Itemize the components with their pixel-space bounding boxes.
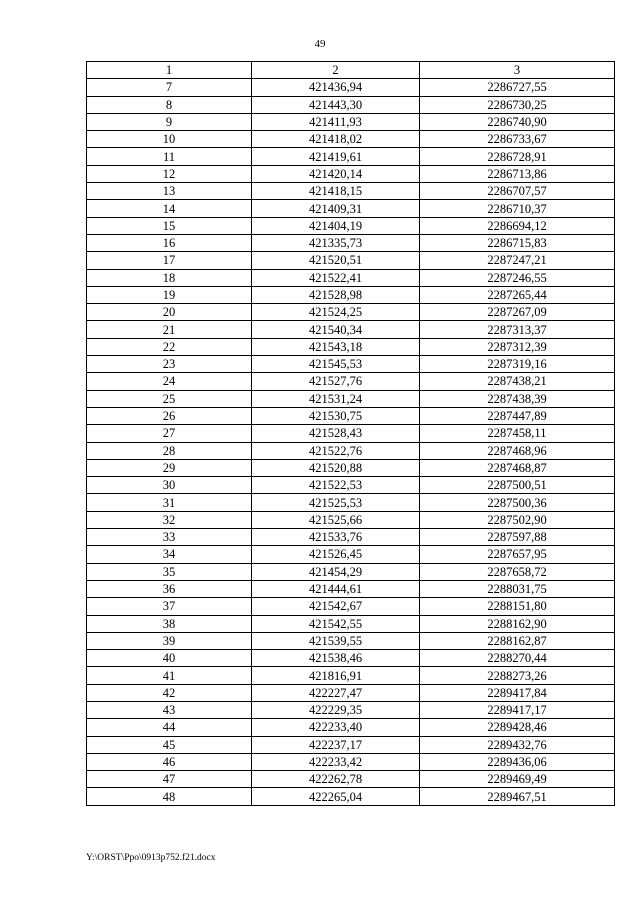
x-coordinate-cell: 422233,42	[252, 753, 420, 770]
y-coordinate-cell: 2287265,44	[420, 286, 615, 303]
table-row	[87, 200, 615, 217]
y-coordinate-cell: 2286715,83	[420, 234, 615, 251]
point-number-cell: 30	[87, 477, 252, 494]
x-coordinate-cell: 421522,41	[252, 269, 420, 286]
x-coordinate-cell: 421420,14	[252, 165, 420, 182]
point-number-cell: 40	[87, 650, 252, 667]
x-coordinate-cell: 421454,29	[252, 563, 420, 580]
coordinates-table	[86, 61, 615, 806]
table-row	[87, 234, 615, 251]
point-number-cell: 36	[87, 580, 252, 597]
table-row	[87, 131, 615, 148]
table-row	[87, 667, 615, 684]
column-header-1: 1	[87, 62, 252, 79]
point-number-cell: 27	[87, 425, 252, 442]
y-coordinate-cell: 2287447,89	[420, 407, 615, 424]
y-coordinate-cell: 2288031,75	[420, 580, 615, 597]
table-row	[87, 563, 615, 580]
point-number-cell: 15	[87, 217, 252, 234]
x-coordinate-cell: 421545,53	[252, 356, 420, 373]
x-coordinate-cell: 421419,61	[252, 148, 420, 165]
y-coordinate-cell: 2286694,12	[420, 217, 615, 234]
x-coordinate-cell: 421528,98	[252, 286, 420, 303]
table-body	[87, 79, 615, 805]
point-number-cell: 12	[87, 165, 252, 182]
y-coordinate-cell: 2289467,51	[420, 788, 615, 805]
x-coordinate-cell: 422265,04	[252, 788, 420, 805]
table-row	[87, 719, 615, 736]
table-row	[87, 459, 615, 476]
point-number-cell: 42	[87, 684, 252, 701]
y-coordinate-cell: 2288162,87	[420, 632, 615, 649]
point-number-cell: 46	[87, 753, 252, 770]
point-number-cell: 10	[87, 131, 252, 148]
y-coordinate-cell: 2286707,57	[420, 183, 615, 200]
x-coordinate-cell: 421409,31	[252, 200, 420, 217]
y-coordinate-cell: 2287247,21	[420, 252, 615, 269]
x-coordinate-cell: 421539,55	[252, 632, 420, 649]
x-coordinate-cell: 421526,45	[252, 546, 420, 563]
x-coordinate-cell: 421527,76	[252, 373, 420, 390]
table-row	[87, 650, 615, 667]
page-number: 49	[314, 38, 326, 50]
y-coordinate-cell: 2288151,80	[420, 598, 615, 615]
table-row	[87, 321, 615, 338]
table-row	[87, 373, 615, 390]
y-coordinate-cell: 2287458,11	[420, 425, 615, 442]
point-number-cell: 14	[87, 200, 252, 217]
y-coordinate-cell: 2286740,90	[420, 113, 615, 130]
table-row	[87, 580, 615, 597]
x-coordinate-cell: 422233,40	[252, 719, 420, 736]
table-row	[87, 442, 615, 459]
y-coordinate-cell: 2286710,37	[420, 200, 615, 217]
y-coordinate-cell: 2287657,95	[420, 546, 615, 563]
table-row	[87, 165, 615, 182]
x-coordinate-cell: 422262,78	[252, 771, 420, 788]
y-coordinate-cell: 2289436,06	[420, 753, 615, 770]
point-number-cell: 47	[87, 771, 252, 788]
y-coordinate-cell: 2289432,76	[420, 736, 615, 753]
x-coordinate-cell: 421520,51	[252, 252, 420, 269]
y-coordinate-cell: 2287597,88	[420, 529, 615, 546]
x-coordinate-cell: 421530,75	[252, 407, 420, 424]
table-row	[87, 494, 615, 511]
table-row	[87, 338, 615, 355]
point-number-cell: 26	[87, 407, 252, 424]
table-row	[87, 252, 615, 269]
table-row	[87, 407, 615, 424]
table-row	[87, 304, 615, 321]
table-row	[87, 615, 615, 632]
table-row	[87, 390, 615, 407]
point-number-cell: 13	[87, 183, 252, 200]
y-coordinate-cell: 2287438,21	[420, 373, 615, 390]
point-number-cell: 25	[87, 390, 252, 407]
table-row	[87, 598, 615, 615]
y-coordinate-cell: 2286730,25	[420, 96, 615, 113]
x-coordinate-cell: 421418,15	[252, 183, 420, 200]
point-number-cell: 11	[87, 148, 252, 165]
y-coordinate-cell: 2287468,87	[420, 459, 615, 476]
y-coordinate-cell: 2289428,46	[420, 719, 615, 736]
point-number-cell: 21	[87, 321, 252, 338]
y-coordinate-cell: 2286713,86	[420, 165, 615, 182]
table-row	[87, 632, 615, 649]
y-coordinate-cell: 2289417,17	[420, 701, 615, 718]
table-row	[87, 96, 615, 113]
y-coordinate-cell: 2288162,90	[420, 615, 615, 632]
table-row	[87, 788, 615, 805]
x-coordinate-cell: 421542,67	[252, 598, 420, 615]
y-coordinate-cell: 2287502,90	[420, 511, 615, 528]
y-coordinate-cell: 2287658,72	[420, 563, 615, 580]
table-row	[87, 183, 615, 200]
y-coordinate-cell: 2289417,84	[420, 684, 615, 701]
footer-file-path: Y:\ORST\Ppo\0913p752.f21.docx	[86, 853, 216, 863]
point-number-cell: 37	[87, 598, 252, 615]
point-number-cell: 8	[87, 96, 252, 113]
point-number-cell: 9	[87, 113, 252, 130]
x-coordinate-cell: 421520,88	[252, 459, 420, 476]
x-coordinate-cell: 421525,53	[252, 494, 420, 511]
table-row	[87, 684, 615, 701]
table-row	[87, 736, 615, 753]
table-row	[87, 113, 615, 130]
y-coordinate-cell: 2287319,16	[420, 356, 615, 373]
table-row	[87, 546, 615, 563]
x-coordinate-cell: 421522,76	[252, 442, 420, 459]
x-coordinate-cell: 421528,43	[252, 425, 420, 442]
x-coordinate-cell: 421543,18	[252, 338, 420, 355]
point-number-cell: 48	[87, 788, 252, 805]
x-coordinate-cell: 421443,30	[252, 96, 420, 113]
point-number-cell: 38	[87, 615, 252, 632]
point-number-cell: 22	[87, 338, 252, 355]
y-coordinate-cell: 2289469,49	[420, 771, 615, 788]
table-row	[87, 477, 615, 494]
point-number-cell: 44	[87, 719, 252, 736]
table-header-row	[87, 62, 615, 79]
table-row	[87, 753, 615, 770]
y-coordinate-cell: 2287438,39	[420, 390, 615, 407]
y-coordinate-cell: 2287312,39	[420, 338, 615, 355]
table-row	[87, 217, 615, 234]
table-row	[87, 529, 615, 546]
y-coordinate-cell: 2286733,67	[420, 131, 615, 148]
table-row	[87, 269, 615, 286]
table-row	[87, 511, 615, 528]
table-row	[87, 356, 615, 373]
y-coordinate-cell: 2288273,26	[420, 667, 615, 684]
y-coordinate-cell: 2286727,55	[420, 79, 615, 96]
x-coordinate-cell: 421404,19	[252, 217, 420, 234]
point-number-cell: 16	[87, 234, 252, 251]
x-coordinate-cell: 422227,47	[252, 684, 420, 701]
y-coordinate-cell: 2287313,37	[420, 321, 615, 338]
x-coordinate-cell: 421524,25	[252, 304, 420, 321]
table-row	[87, 286, 615, 303]
x-coordinate-cell: 421411,93	[252, 113, 420, 130]
point-number-cell: 24	[87, 373, 252, 390]
x-coordinate-cell: 421542,55	[252, 615, 420, 632]
x-coordinate-cell: 421444,61	[252, 580, 420, 597]
y-coordinate-cell: 2288270,44	[420, 650, 615, 667]
x-coordinate-cell: 421538,46	[252, 650, 420, 667]
x-coordinate-cell: 422229,35	[252, 701, 420, 718]
column-header-3: 3	[420, 62, 615, 79]
x-coordinate-cell: 422237,17	[252, 736, 420, 753]
y-coordinate-cell: 2286728,91	[420, 148, 615, 165]
point-number-cell: 43	[87, 701, 252, 718]
point-number-cell: 28	[87, 442, 252, 459]
x-coordinate-cell: 421533,76	[252, 529, 420, 546]
y-coordinate-cell: 2287500,51	[420, 477, 615, 494]
point-number-cell: 17	[87, 252, 252, 269]
y-coordinate-cell: 2287246,55	[420, 269, 615, 286]
table-row	[87, 701, 615, 718]
point-number-cell: 32	[87, 511, 252, 528]
x-coordinate-cell: 421816,91	[252, 667, 420, 684]
point-number-cell: 20	[87, 304, 252, 321]
column-header-2: 2	[252, 62, 420, 79]
table-row	[87, 148, 615, 165]
point-number-cell: 18	[87, 269, 252, 286]
point-number-cell: 39	[87, 632, 252, 649]
point-number-cell: 23	[87, 356, 252, 373]
x-coordinate-cell: 421335,73	[252, 234, 420, 251]
x-coordinate-cell: 421436,94	[252, 79, 420, 96]
table-row	[87, 771, 615, 788]
x-coordinate-cell: 421418,02	[252, 131, 420, 148]
x-coordinate-cell: 421522,53	[252, 477, 420, 494]
point-number-cell: 45	[87, 736, 252, 753]
x-coordinate-cell: 421531,24	[252, 390, 420, 407]
x-coordinate-cell: 421525,66	[252, 511, 420, 528]
y-coordinate-cell: 2287267,09	[420, 304, 615, 321]
point-number-cell: 33	[87, 529, 252, 546]
x-coordinate-cell: 421540,34	[252, 321, 420, 338]
y-coordinate-cell: 2287468,96	[420, 442, 615, 459]
point-number-cell: 31	[87, 494, 252, 511]
point-number-cell: 35	[87, 563, 252, 580]
table-row	[87, 425, 615, 442]
point-number-cell: 29	[87, 459, 252, 476]
table-row	[87, 79, 615, 96]
point-number-cell: 41	[87, 667, 252, 684]
point-number-cell: 34	[87, 546, 252, 563]
y-coordinate-cell: 2287500,36	[420, 494, 615, 511]
point-number-cell: 7	[87, 79, 252, 96]
point-number-cell: 19	[87, 286, 252, 303]
